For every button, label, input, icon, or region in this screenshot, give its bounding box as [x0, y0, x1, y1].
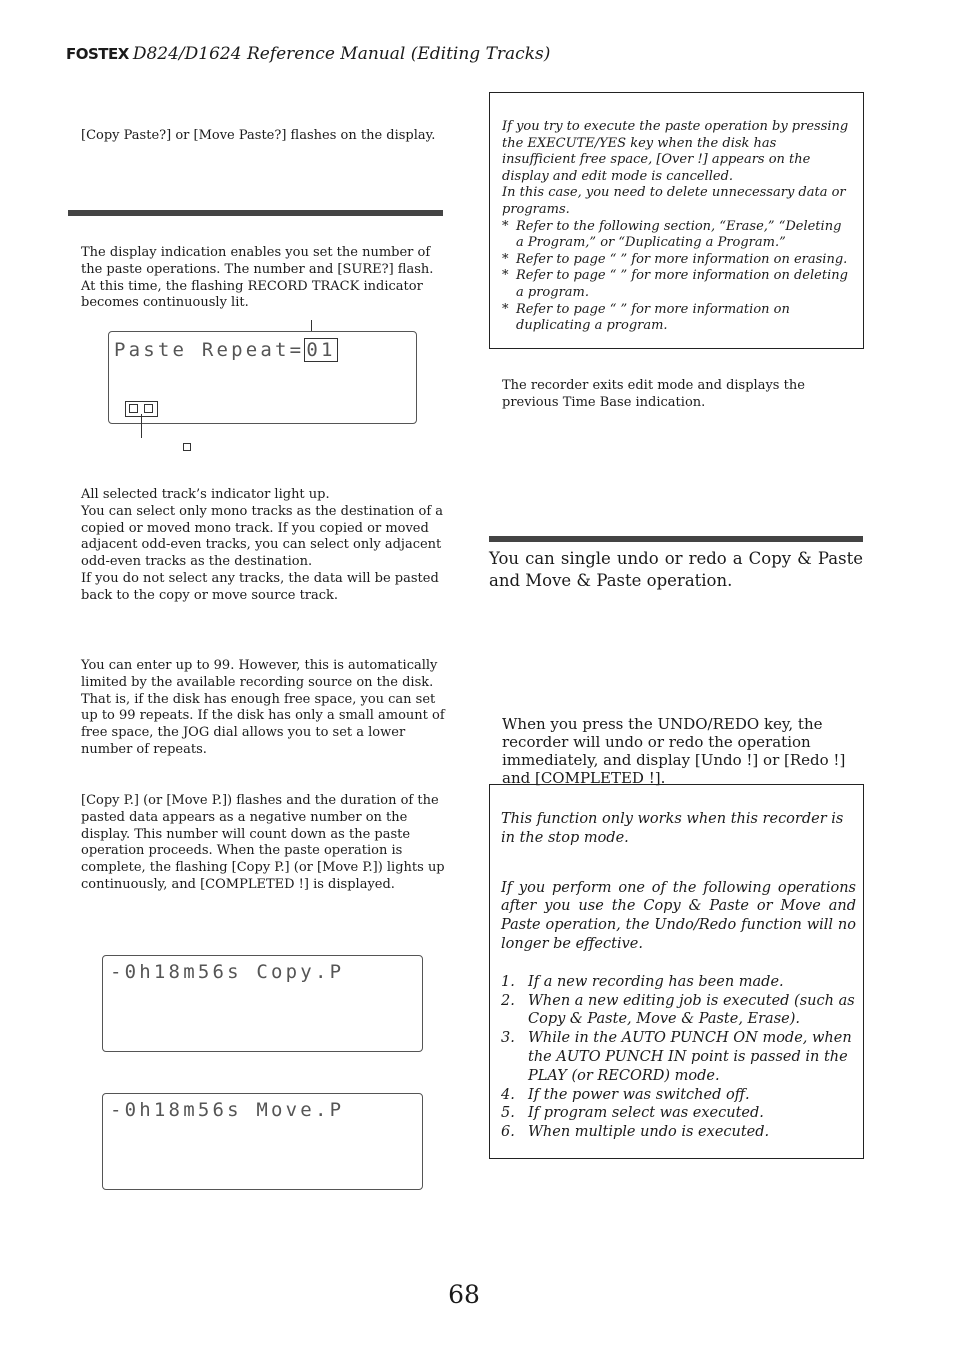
asterisk: *	[502, 301, 509, 317]
list-item	[501, 1123, 856, 1142]
list-text: If a new recording has been made.	[528, 973, 784, 990]
lcd-text: -0h18m56s Move.P	[110, 1099, 345, 1121]
note-line: This function only works when this recorder is in the stop mode.	[501, 811, 844, 846]
list-number: 1.	[501, 973, 515, 990]
page-header	[66, 44, 550, 64]
brand-logo: FOSTEX	[66, 45, 129, 63]
track-indicator	[129, 404, 138, 413]
asterisk: *	[502, 268, 509, 284]
note-star-item	[502, 302, 850, 335]
indicator-symbol	[183, 443, 191, 451]
asterisk: *	[502, 218, 509, 234]
step-text-exit-edit: The recorder exits edit mode and displays the previous Time Base indication.	[502, 378, 805, 410]
star-text: Refer to page “ ” for more information on erasing.	[516, 251, 848, 267]
list-item	[501, 1104, 856, 1123]
note-line: If you try to execute the paste operation by pressing the EXECUTE/YES key when the disk has insufficient free space, [Over !] appears on the display and edit mode is cancelled.	[502, 119, 849, 184]
step-text-paste-progress: [Copy P.] (or [Move P.]) flashes and the duration of the pasted data appears as a negative number on the display. This number will count down as the paste operation proceeds. When the paste operation is complete, the flashing [Copy P.] (or [Move P.]) lights up continuously, and [COMPLETED !] is displayed.	[81, 793, 445, 892]
section-divider	[68, 210, 443, 216]
manual-title: D824/D1624 Reference Manual (Editing Tracks)	[132, 44, 551, 64]
note-box-undo	[489, 784, 864, 1159]
callout-line	[141, 414, 142, 438]
note-star-item	[502, 219, 850, 252]
star-text: Refer to the following section, “Erase,” “Deleting a Program,” or “Duplicating a Program.”	[516, 218, 842, 251]
star-text: Refer to page “ ” for more information on deleting a program.	[516, 268, 848, 300]
list-number: 3.	[501, 1030, 515, 1047]
note-content	[501, 810, 856, 1142]
step-text-enter-repeats: You can enter up to 99. However, this is automatically limited by the available recording source on the disk. That is, if the disk has enough free space, you can set up to 99 repeats. If the disk has only a small amount of free space, the JOG dial allows you to set a lower number of repeats.	[81, 658, 445, 757]
list-item	[501, 1086, 856, 1105]
lcd-text	[114, 339, 338, 361]
page-number: 68	[448, 1280, 480, 1309]
list-text: If the power was switched off.	[528, 1086, 750, 1103]
undo-condition-list	[501, 973, 856, 1142]
list-item	[501, 973, 856, 992]
asterisk: *	[502, 251, 509, 267]
list-number: 6.	[501, 1124, 515, 1141]
lcd-label: Paste Repeat=	[114, 339, 305, 361]
note-line: In this case, you need to delete unnecessary data or programs.	[502, 185, 846, 217]
star-text: Refer to page “ ” for more information on duplicating a program.	[516, 301, 790, 334]
undo-intro: You can single undo or redo a Copy & Paste and Move & Paste operation.	[489, 549, 863, 590]
track-indicator	[144, 404, 153, 413]
note-line: If you perform one of the following operations after you use the Copy & Paste or Move and Paste operation, the Undo/Redo function will no longer be effective.	[501, 879, 856, 952]
list-number: 5.	[501, 1105, 515, 1122]
step-text-paste-flash: [Copy Paste?] or [Move Paste?] flashes on the display.	[81, 128, 436, 143]
step-text-undo-redo: When you press the UNDO/REDO key, the recorder will undo or redo the operation immediately, and display [Undo !] or [Redo !] and [COMPLETED !].	[502, 715, 846, 787]
lcd-display-copy	[102, 955, 423, 1052]
list-item	[501, 992, 856, 1030]
list-text: While in the AUTO PUNCH ON mode, when the AUTO PUNCH IN point is passed in the PLAY (or RECORD) mode.	[528, 1030, 852, 1084]
lcd-value: 01	[306, 339, 336, 361]
lcd-display-repeat	[108, 331, 417, 424]
lcd-display-move	[102, 1093, 423, 1190]
list-text: When multiple undo is executed.	[528, 1124, 770, 1141]
section-divider	[489, 536, 863, 542]
list-number: 4.	[501, 1086, 515, 1103]
note-star-item	[502, 268, 850, 301]
list-text: When a new editing job is executed (such as Copy & Paste, Move & Paste, Erase).	[528, 992, 855, 1028]
lcd-text: -0h18m56s Copy.P	[110, 961, 345, 983]
list-number: 2.	[501, 992, 515, 1009]
list-text: If program select was executed.	[528, 1105, 764, 1122]
step-text-select-tracks: All selected track’s indicator light up. You can select only mono tracks as the destination of a copied or moved mono track. If you copied or moved adjacent odd-even tracks, you can select only adjacent odd-even tracks as the destination. If you do not select any tracks, the data will be pasted back to the copy or move source track.	[81, 487, 444, 603]
step-text-repeat: The display indication enables you set the number of the paste operations. The number and [SURE?] flash. At this time, the flashing RECORD TRACK indicator becomes continuously lit.	[81, 245, 434, 311]
note-content	[502, 119, 850, 335]
note-box-insufficient-space	[489, 92, 864, 349]
note-star-item	[502, 252, 850, 269]
list-item	[501, 1029, 856, 1085]
